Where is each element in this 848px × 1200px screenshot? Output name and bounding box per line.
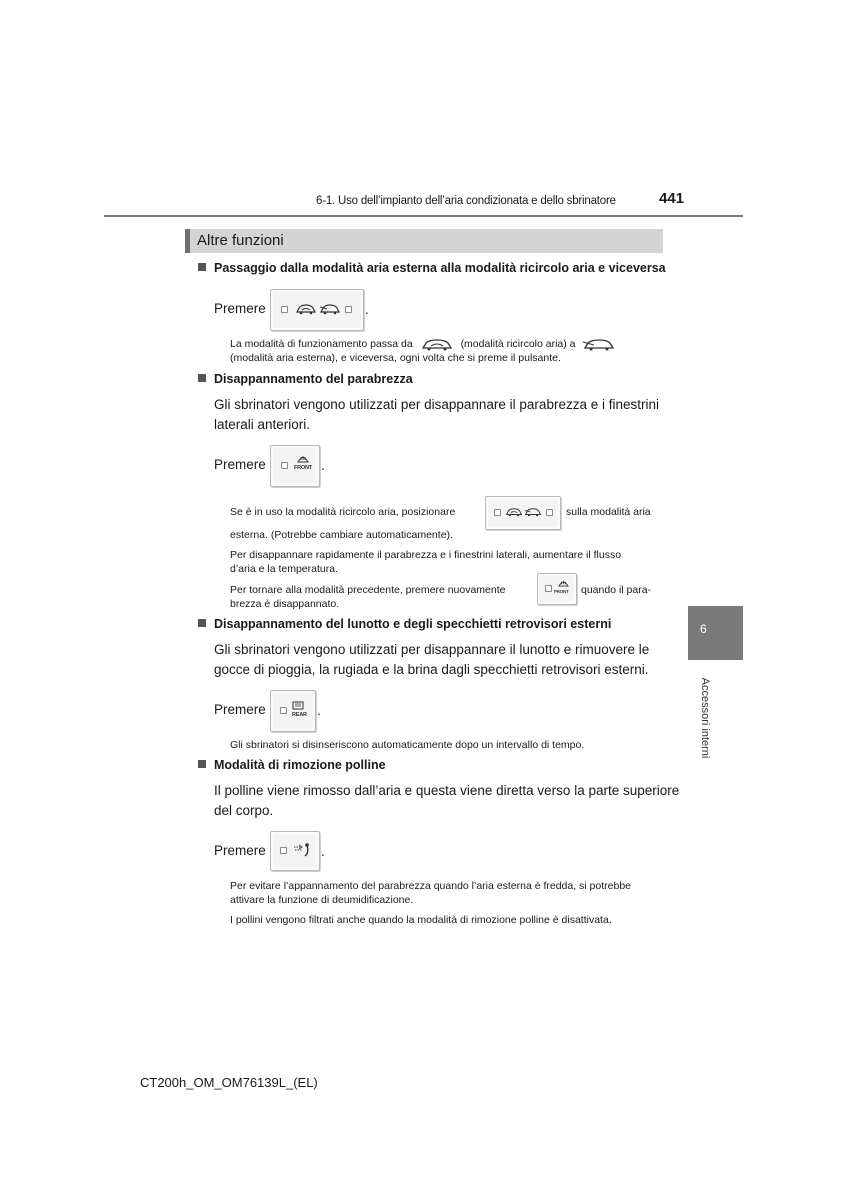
press-label: Premere	[214, 301, 266, 316]
section-bar-accent	[185, 229, 190, 253]
pollen-removal-button[interactable]	[270, 831, 320, 871]
indicator-led	[280, 707, 287, 714]
button-label: FRONT	[294, 465, 312, 471]
note-text: Per disappannare rapidamente il parabrezza e i finestrini laterali, aumentare il flusso	[230, 549, 622, 561]
indicator-led	[345, 306, 352, 313]
note-text: d’aria e la temperatura.	[230, 563, 338, 575]
car-recirculation-icon	[295, 302, 317, 316]
paragraph-rear-window	[214, 640, 658, 680]
press-label: Premere	[214, 702, 266, 717]
press-label: Premere	[214, 457, 266, 472]
press-instruction	[214, 843, 266, 858]
car-fresh-air-icon	[582, 337, 616, 351]
note-rear-window	[230, 738, 658, 752]
note-text: attivare la funzione di deumidificazione.	[230, 894, 414, 906]
section-title: Altre funzioni	[197, 232, 284, 249]
bullet-square-icon	[198, 619, 206, 627]
chapter-tab[interactable]	[688, 606, 743, 660]
note-windshield-3b	[581, 583, 661, 597]
indicator-led	[494, 509, 501, 516]
paragraph-line: gocce di pioggia, la rugiada e la brina dagli specchietti retrovisori esterni.	[214, 662, 649, 677]
paragraph-line: Gli sbrinatori vengono utilizzati per disappannare il lunotto e rimuovere le	[214, 642, 650, 657]
note-text: I pollini vengono filtrati anche quando la modalità di rimozione polline è disattivata.	[230, 914, 612, 926]
running-header-title: 6-1. Uso dell’impianto dell’aria condizionata e dello sbrinatore	[316, 195, 616, 207]
paragraph-windshield	[214, 395, 658, 435]
heading-text: Passaggio dalla modalità aria esterna alla modalità ricircolo aria e viceversa	[214, 261, 666, 275]
heading-text: Modalità di rimozione polline	[214, 758, 386, 772]
note-recirculation	[230, 337, 658, 365]
note-windshield-3	[230, 583, 530, 597]
bullet-square-icon	[198, 374, 206, 382]
note-text: (modalità ricircolo aria) a	[460, 338, 576, 350]
press-instruction	[214, 702, 266, 717]
press-instruction	[214, 457, 266, 472]
rear-defroster-button[interactable]	[270, 690, 316, 732]
note-text: Se è in uso la modalità ricircolo aria, posizionare	[230, 506, 456, 518]
indicator-led	[281, 462, 288, 469]
front-defroster-icon	[558, 578, 569, 587]
note-text: La modalità di funzionamento passa da	[230, 338, 413, 350]
recirculation-button[interactable]	[485, 496, 561, 530]
heading-text: Disappannamento del parabrezza	[214, 372, 413, 386]
period: .	[317, 703, 321, 718]
heading-recirculation	[198, 261, 666, 275]
front-defroster-button[interactable]	[270, 445, 320, 487]
note-windshield-1b	[566, 505, 658, 519]
press-instruction	[214, 301, 266, 316]
note-text: Per tornare alla modalità precedente, premere nuovamente	[230, 584, 506, 596]
period: .	[365, 302, 369, 317]
button-label: REAR	[292, 712, 307, 718]
front-defroster-icon	[297, 453, 309, 463]
chapter-label: Accessori interni	[699, 677, 711, 759]
note-windshield-2	[230, 548, 658, 576]
indicator-led	[281, 306, 288, 313]
heading-text: Disappannamento del lunotto e degli specchietti retrovisori esterni	[214, 617, 612, 631]
header-rule	[104, 215, 743, 217]
note-text: quando il para-	[581, 584, 652, 596]
paragraph-line: Il polline viene rimosso dall’aria e questa viene diretta verso la parte superiore	[214, 783, 680, 798]
period: .	[321, 458, 325, 473]
page-number: 441	[659, 190, 685, 207]
car-recirculation-icon	[420, 337, 454, 351]
note-text: esterna. (Potrebbe cambiare automaticamente).	[230, 529, 453, 541]
indicator-led	[546, 509, 553, 516]
indicator-led	[545, 585, 552, 592]
indicator-led	[280, 847, 287, 854]
paragraph-line: laterali anteriori.	[214, 417, 311, 432]
recirculation-button[interactable]	[270, 289, 364, 331]
paragraph-pollen	[214, 781, 680, 821]
heading-windshield	[198, 372, 413, 386]
heading-pollen	[198, 758, 386, 772]
chapter-number: 6	[700, 622, 707, 636]
note-text: (modalità aria esterna), e viceversa, ogni volta che si preme il pulsante.	[230, 352, 561, 365]
car-fresh-air-icon	[524, 506, 542, 518]
note-windshield-1c	[230, 528, 658, 542]
footer-document-code: CT200h_OM_OM76139L_(EL)	[140, 1075, 318, 1090]
note-text: sulla modalità aria	[566, 506, 651, 518]
car-recirculation-icon	[505, 506, 523, 518]
button-label: FRONT	[554, 589, 569, 594]
press-label: Premere	[214, 843, 266, 858]
pollen-removal-icon	[293, 842, 311, 858]
bullet-square-icon	[198, 263, 206, 271]
paragraph-line: Gli sbrinatori vengono utilizzati per disappannare il parabrezza e i finestrini	[214, 397, 659, 412]
rear-defroster-icon	[292, 701, 304, 710]
period: .	[321, 844, 325, 859]
heading-rear-window	[198, 617, 611, 631]
note-text: Per evitare l’appannamento del parabrezza quando l’aria esterna è fredda, si potrebbe	[230, 880, 632, 892]
note-text: Gli sbrinatori si disinseriscono automaticamente dopo un intervallo di tempo.	[230, 739, 585, 751]
note-pollen-1	[230, 879, 658, 907]
bullet-square-icon	[198, 760, 206, 768]
paragraph-line: del corpo.	[214, 803, 274, 818]
note-text: brezza è disappannato.	[230, 598, 340, 610]
note-windshield-3c	[230, 597, 658, 611]
note-pollen-2	[230, 913, 658, 927]
car-fresh-air-icon	[319, 302, 341, 316]
